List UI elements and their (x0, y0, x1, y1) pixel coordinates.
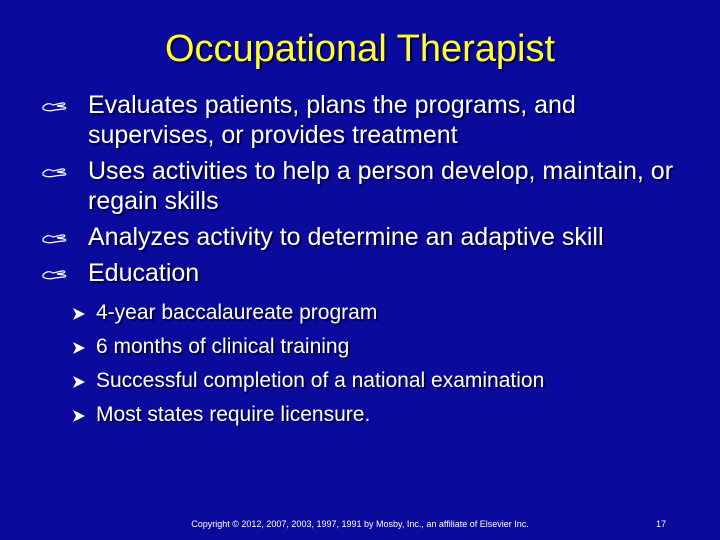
hand-icon (42, 267, 68, 281)
bullet-text: Evaluates patients, plans the programs, and supervises, or provides treatment (88, 91, 576, 149)
sub-bullet-item (70, 364, 700, 398)
hand-icon (42, 99, 68, 113)
arrow-icon (72, 375, 86, 389)
bullet-list (40, 90, 700, 438)
bullet-text: Uses activities to help a person develop, maintain, or regain skills (88, 157, 674, 215)
slide-title: Occupational Therapist (164, 28, 556, 70)
hand-icon (42, 231, 68, 245)
sub-bullet-text: Successful completion of a national examination (96, 369, 545, 392)
bullet-item (40, 222, 700, 252)
bullet-item (40, 156, 700, 216)
sub-bullet-item (70, 398, 700, 432)
page-number: 17 (656, 519, 667, 529)
arrow-icon (72, 341, 86, 355)
hand-icon (42, 165, 68, 179)
copyright-footer: Copyright © 2012, 2007, 2003, 1997, 1991 by Mosby, Inc., an affiliate of Elsevier Inc. (191, 519, 529, 529)
arrow-icon (72, 307, 86, 321)
sub-bullet-item (70, 296, 700, 330)
bullet-item (40, 90, 700, 150)
arrow-icon (72, 409, 86, 423)
sub-bullet-text: 6 months of clinical training (96, 335, 350, 358)
sub-bullet-item (70, 330, 700, 364)
sub-bullet-list (70, 296, 700, 432)
bullet-text: Analyzes activity to determine an adaptive skill (88, 223, 604, 251)
sub-bullet-text: 4-year baccalaureate program (96, 301, 378, 324)
bullet-item (40, 258, 700, 432)
bullet-text: Education (88, 259, 200, 287)
sub-bullet-text: Most states require licensure. (96, 403, 371, 426)
